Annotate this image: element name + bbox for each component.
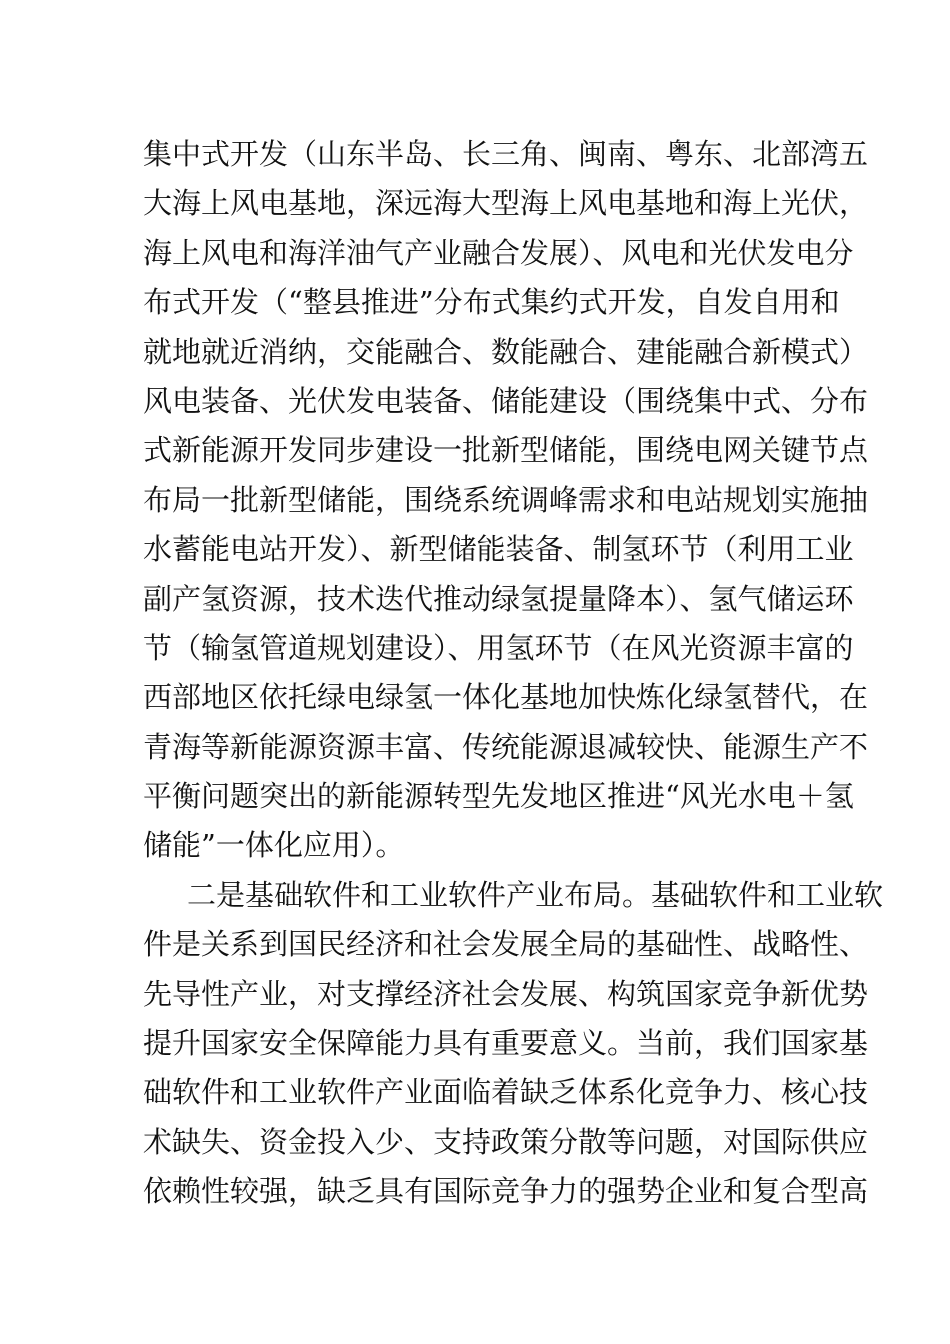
text-line: 件是关系到国民经济和社会发展全局的基础性、战略性、 [143, 927, 869, 962]
text-line: 副产氢资源，技术迭代推动绿氢提量降本）、氢气储运环 [143, 581, 854, 616]
text-line: 海上风电和海洋油气产业融合发展）、风电和光伏发电分 [143, 235, 854, 270]
text-line: 就地就近消纳，交能融合、数能融合、建能融合新模式） [143, 334, 869, 369]
paragraph-start-line: 二是基础软件和工业软件产业布局。基础软件和工业软 [187, 877, 884, 912]
text-line: 布式开发（“整县推进”分布式集约式开发，自发自用和 [143, 285, 840, 320]
body-text [143, 130, 884, 1217]
text-line: 储能”一体化应用）。 [143, 828, 405, 863]
text-line: 提升国家安全保障能力具有重要意义。当前，我们国家基 [143, 1026, 869, 1061]
text-line: 依赖性较强，缺乏具有国际竞争力的强势企业和复合型高 [143, 1174, 869, 1209]
text-line: 式新能源开发同步建设一批新型储能，围绕电网关键节点 [143, 433, 869, 468]
text-line: 节（输氢管道规划建设）、用氢环节（在风光资源丰富的 [143, 630, 854, 665]
text-line: 布局一批新型储能，围绕系统调峰需求和电站规划实施抽 [143, 482, 869, 517]
text-line: 西部地区依托绿电绿氢一体化基地加快炼化绿氢替代，在 [143, 680, 869, 715]
text-line: 术缺失、资金投入少、支持政策分散等问题，对国际供应 [143, 1124, 869, 1159]
text-line: 先导性产业，对支撑经济社会发展、构筑国家竞争新优势 [143, 976, 869, 1011]
text-line: 平衡问题突出的新能源转型先发地区推进“风光水电＋氢 [143, 779, 854, 814]
text-line: 水蓄能电站开发）、新型储能装备、制氢环节（利用工业 [143, 532, 854, 567]
text-line: 风电装备、光伏发电装备、储能建设（围绕集中式、分布 [143, 383, 869, 418]
text-line: 青海等新能源资源丰富、传统能源退减较快、能源生产不 [143, 729, 869, 764]
text-line: 集中式开发（山东半岛、长三角、闽南、粤东、北部湾五 [143, 137, 869, 171]
text-line: 础软件和工业软件产业面临着缺乏体系化竞争力、核心技 [143, 1075, 869, 1110]
text-line: 大海上风电基地，深远海大型海上风电基地和海上光伏， [143, 186, 869, 221]
